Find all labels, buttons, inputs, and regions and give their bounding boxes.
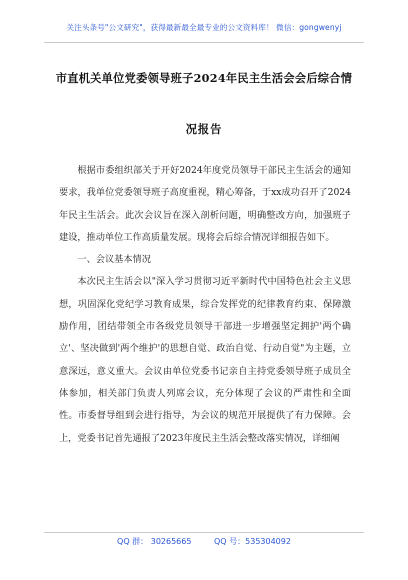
header-banner: 关注头条号"公文研究"，获得最新最全最专业的公文资料库！ 微信：gongwenyj [66, 23, 342, 32]
document-title-line-1: 市直机关单位党委领导班子2024年民主生活会会后综合情 [55, 71, 353, 85]
footer [0, 536, 408, 547]
footer-divider [44, 532, 364, 533]
section-heading: 一、会议基本情况 [77, 254, 151, 266]
footer-qq-number: QQ 号：535304092 [214, 537, 291, 546]
body-paragraph: 本次民主生活会以"深入学习贯彻习近平新时代中国特色社会主义思想，巩固深化党纪学习教育成果，综合发挥党的纪律教育约束、保障激励作用，团结带领全市各级党员领导干部进一步增强坚定拥护'两个确立'、坚决做到'两个维护'的思想自觉、政治自觉、行动自觉"为主题，立意深远，意义重大。会议由单位党委书记亲自主持党委领导班子成员全体参加，相关部门负责人列席会议，充分体现了会议的严肃性和全面性。市委督导组到会进行指导，为会议的规范开展提供了有力保障。会上，党委书记首先通报了2023年度民主生活会整改落实情况，详细阐 [59, 276, 351, 444]
header-divider [44, 42, 364, 43]
document-body [59, 160, 351, 450]
document-title-line-2: 况报告 [185, 122, 223, 136]
intro-paragraph: 根据市委组织部关于开好2024年度党员领导干部民主生活会的通知要求，我单位党委领导班子高度重视，精心筹备，于xx成功召开了2024年民主生活会。此次会议旨在深入剖析问题，明确整改方向，加强班子建设，推动单位工作高质量发展。现将会后综合情况详细报告如下。 [59, 165, 351, 243]
footer-qq-group: QQ 群： 30265665 [117, 537, 192, 546]
